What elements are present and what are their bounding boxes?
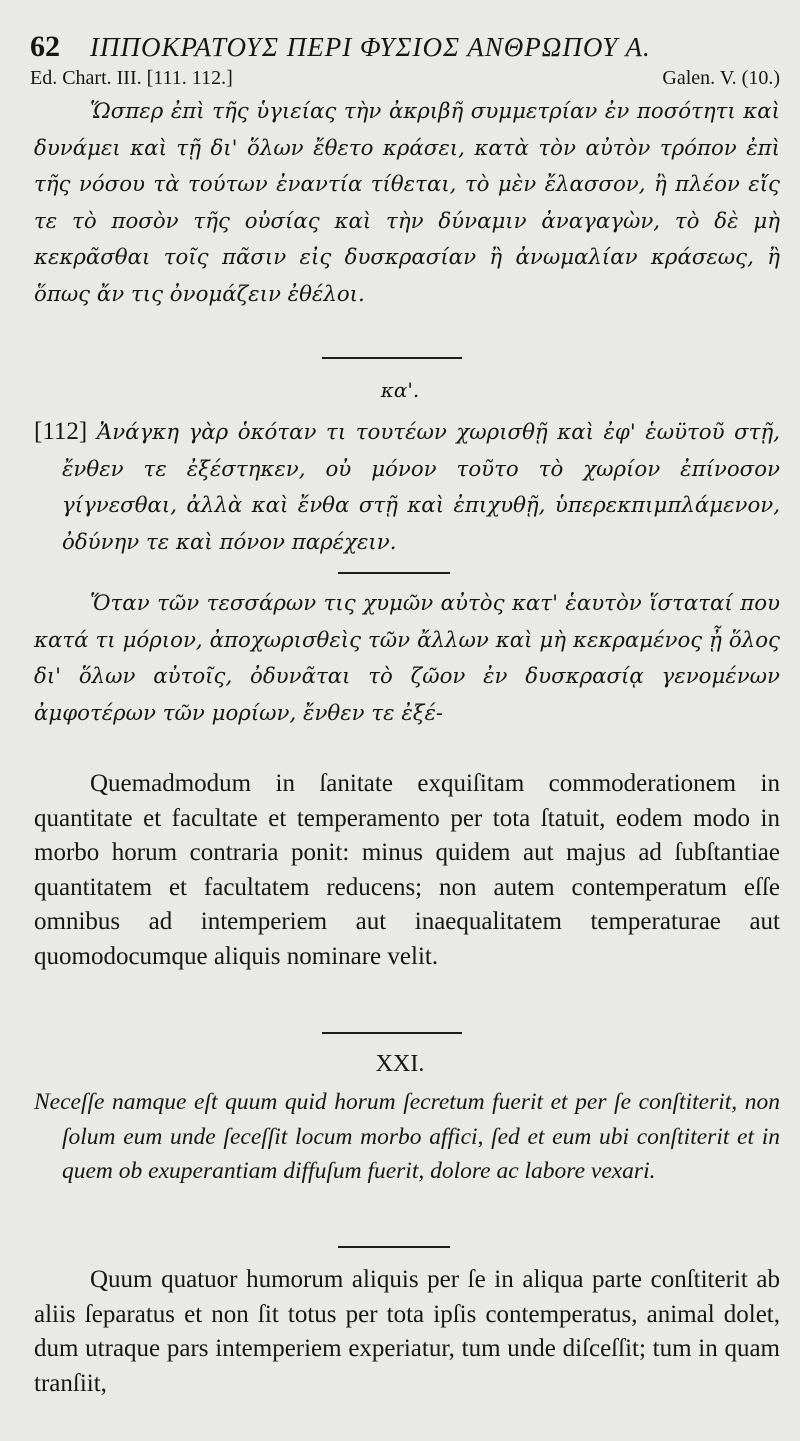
divider-rule-3: [322, 1032, 462, 1034]
edition-reference-line: [30, 67, 780, 90]
latin-section-mark: XXI.: [375, 1051, 425, 1077]
divider-rule-4: [338, 1246, 450, 1248]
latin-paragraph-3: Quum quatuor humorum aliquis per ſe in aliqua parte conſtiterit ab aliis ſeparatus et non ſit totus per tota ipſis contemperatus, animal dolet, dum utraque pars intemperiem experiatur, tum unde diſceſſit; tum in quam tranſiit,: [34, 1266, 780, 1397]
edition-reference-left: Ed. Chart. III. [111. 112.]: [30, 67, 233, 89]
page-header: [30, 30, 770, 64]
divider-rule-2: [338, 572, 450, 574]
edition-reference-right: Galen. V. (10.): [662, 67, 780, 89]
page-reference-marker: [112]: [34, 418, 88, 445]
greek-paragraph-3: Ὅταν τῶν τεσσάρων τις χυμῶν αὐτὸς κατ' ἑαυτὸν ἵσταταί που κατά τι μόριον, ἀποχωρισθεὶς τῶν ἄλλων καὶ μὴ κεκραμένος ᾖ ὅλος δι' ὅλων αὐτοῖς, ὀδυνᾶται τὸ ζῶον ἐν δυσκρασίᾳ γενομένων ἀμφοτέρων τῶν μορίων, ἔνθεν τε ἐξέ-: [34, 591, 780, 726]
divider-rule-1: [322, 357, 462, 359]
latin-paragraph-1: Quemadmodum in ſanitate exquiſitam commoderationem in quantitate et facultate et temperamento per tota ſtatuit, eodem modo in morbo horum contraria ponit: minus quidem aut majus ad ſubſtantiae quantitatem et facultatem reducens; non autem contemperatum eſſe omnibus ad intemperiem aut inaequalitatem temperaturae aut quomodocumque aliquis nominare velit.: [34, 770, 780, 970]
page-number: 62: [30, 30, 60, 63]
greek-paragraph-2: [34, 414, 780, 561]
greek-paragraph-2-text: Ἀνάγκη γὰρ ὁκόταν τι τουτέων χωρισθῇ καὶ ἐφ' ἑωϋτοῦ στῇ, ἔνθεν τε ἐξέστηκεν, οὐ μόνον τοῦτο τὸ χωρίον ἐπίνοσον γίγνεσθαι, ἀλλὰ καὶ ἔνθα στῇ καὶ ἐπιχυθῇ, ὑπερεκπιμπλάμενον, ὀδύνην τε καὶ πόνον παρέχειν.: [62, 420, 780, 555]
running-title: ΙΠΠΟΚΡΑΤΟΥΣ ΠΕΡΙ ΦΥΣΙΟΣ ΑΝΘΡΩΠΟΥ Α.: [90, 32, 651, 62]
greek-section-mark: κα'.: [380, 378, 420, 402]
latin-paragraph-2: Neceſſe namque eſt quum quid horum ſecretum fuerit et per ſe conſtiterit, non ſolum eum unde ſeceſſit locum morbo affici, ſed et eum ubi conſtiterit et in quem ob exuperantiam diffuſum fuerit, dolore ac labore vexari.: [34, 1089, 780, 1184]
greek-paragraph-1: Ὥσπερ ἐπὶ τῆς ὑγιείας τὴν ἀκριβῆ συμμετρίαν ἐν ποσότητι καὶ δυνάμει καὶ τῇ δι' ὅλων ἔθετο κράσει, κατὰ τὸν αὐτὸν τρόπον ἐπὶ τῆς νόσου τὰ τούτων ἐναντία τίθεται, τὸ μὲν ἔλασσον, ἢ πλέον εἴς τε τὸ ποσὸν τῆς οὐσίας καὶ τὴν δύναμιν ἀναγαγὼν, τὸ δὲ μὴ κεκρᾶσθαι τοῖς πᾶσιν εἰς δυσκρασίαν ἢ ἀνωμαλίαν κράσεως, ἢ ὅπως ἄν τις ὀνομάζειν ἐθέλοι.: [34, 99, 780, 307]
